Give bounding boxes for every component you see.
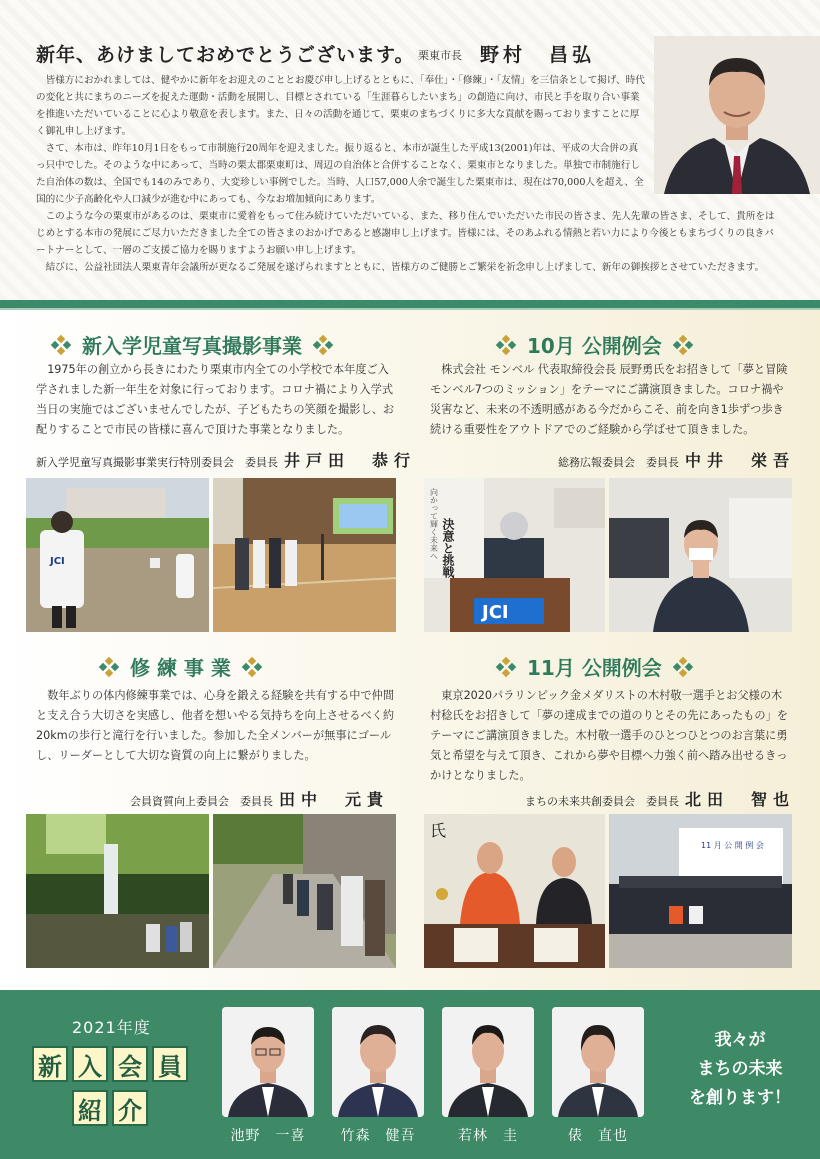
wall-sign-text: 氏 xyxy=(430,821,447,840)
committee-label: 新入学児童写真撮影事業実行特別委員会 委員長 xyxy=(36,456,278,469)
photo-project-signature xyxy=(36,448,416,471)
member-card xyxy=(552,1007,644,1145)
jacket-logo: JCI xyxy=(50,556,65,567)
member-photo xyxy=(442,1007,534,1117)
ornament-icon xyxy=(674,336,692,354)
greeting-paragraph: 皆様方におかれましては、健やかに新年をお迎えのこととお慶び申し上げるとともに、「奉仕」・「修練」・「友情」を三信条として掲げ、時代の変化と共にまちのニーズを捉えた運動・活動を展開し、目標とされている「生涯暮らしたいまち」の創造に向け、市民と手を取り合い事業を推進いただいていることに心より敬意を表します。また、日々の活動を通じて、栗東のまちづくりに多大な貢献を賜っておりますことに厚く御礼申し上げます。 xyxy=(36,75,645,137)
photo-walking xyxy=(213,814,396,968)
heading-char: 新 xyxy=(32,1046,68,1082)
ornament-icon xyxy=(497,336,515,354)
chair-name: 井戸田 恭行 xyxy=(284,451,417,470)
photo-waterfall xyxy=(26,814,209,968)
greeting-paragraph: 結びに、公益社団法人栗東青年会議所が更なるご発展を遂げられますとともに、皆様方のご健勝とご繁栄を祈念申し上げまして、新年の御挨拶とさせていただきます。 xyxy=(45,262,765,273)
banner-subtext: 向かって輝く未来へ xyxy=(429,488,439,560)
training-body: 数年ぶりの体内修練事業では、心身を鍛える経験を共有する中で仲間と支え合う大切さを実感し、他者を想いやる気持ちを向上させるべく約20kmの歩行と滝行を行いました。参加した全メンバーが無事にゴールし、リーダーとして大切な資質の向上に繋がりました。 xyxy=(36,689,395,762)
photo-outdoor-shoot xyxy=(26,478,209,632)
greeting-paragraph: このような今の栗東市があるのは、栗東市に愛着をもって住み続けていただいている、また、移り住んでいただいた市民の皆さま、先人先輩の皆さま、そして、貴所をはじめとする本市の発展にご尽力いただきました全ての皆さまのおかげであると感謝申し上げます。皆様には、そのあふれる情熱と若い力により今後ともまちづくりの良きパートナーとして、一層のご支援ご協力を賜りますようお願い申し上げます。 xyxy=(36,211,775,256)
photo-november-group xyxy=(609,814,792,968)
photo-october-chair xyxy=(609,478,792,632)
photo-november-speakers xyxy=(424,814,605,968)
heading-char: 介 xyxy=(112,1090,148,1126)
committee-label: 会員資質向上委員会 委員長 xyxy=(130,795,273,808)
chair-name: 田中 元貴 xyxy=(279,790,390,809)
mayor-portrait-photo xyxy=(654,36,820,194)
october-signature xyxy=(558,448,795,471)
ornament-icon xyxy=(674,658,692,676)
member-card xyxy=(442,1007,534,1145)
heading-char: 入 xyxy=(72,1046,108,1082)
october-title: 10月 公開例会 xyxy=(527,334,662,358)
training-title-row xyxy=(100,652,261,681)
podium-logo: JCI xyxy=(482,602,509,623)
photo-project-title: 新入学児童写真撮影事業 xyxy=(82,334,302,358)
training-signature xyxy=(130,787,389,810)
heading-char: 会 xyxy=(112,1046,148,1082)
new-year-greeting xyxy=(0,0,820,300)
october-body: 株式会社 モンベル 代表取締役会長 辰野勇氏をお招きして「夢と冒険モンベル7つのミッション」をテーマにご講演頂きました。コロナ禍や災害など、未来の不透明感がある今だからこそ、前を向き1歩ずつ歩き続ける重要性をアウトドアでのご経験から学ばせて頂きました。 xyxy=(430,363,788,436)
committee-label: まちの未来共創委員会 委員長 xyxy=(525,795,679,808)
november-title-row xyxy=(497,652,692,681)
photo-gym-shoot xyxy=(213,478,396,632)
member-photo xyxy=(332,1007,424,1117)
slogan-line: まちの未来 xyxy=(697,1059,783,1079)
ornament-icon xyxy=(314,336,332,354)
member-name: 竹森 健吾 xyxy=(340,1128,416,1144)
heading-char: 紹 xyxy=(72,1090,108,1126)
member-card xyxy=(222,1007,314,1145)
greeting-paragraph: さて、本市は、昨年10月1日をもって市制施行20周年を迎えました。振り返ると、本市が誕生した平成13(2001)年は、平成の大合併の真っ只中でした。そのような中にあって、当時の栗太郡栗東町は、周辺の自治体と合併することなく、栗東市となりました。単独で市制施行した自治体の数は、全国でも14のみであり、大変珍しい事例でした。当時、人口57,000人余で誕生した栗東市は、現在は70,000人を超え、全国的に少子高齢化や人口減少が進む中にあっても、今なお増加傾向にあります。 xyxy=(36,143,644,205)
ornament-icon xyxy=(100,658,118,676)
greeting-body xyxy=(36,72,775,276)
ornament-icon xyxy=(497,658,515,676)
november-signature xyxy=(525,787,795,810)
november-body: 東京2020パラリンピック金メダリストの木村敬一選手とお父様の木村稔氏をお招きして「夢の達成までの道のりとその先にあったもの」をテーマにご講演頂きました。木村敬一選手のひとつひとつのお言葉に勇気と希望を与えて頂き、これから夢や目標へ力強く前へ踏み出せるきっかけとなりました。 xyxy=(430,689,788,782)
committee-label: 総務広報委員会 委員長 xyxy=(558,456,679,469)
slogan-line: を創ります！ xyxy=(689,1088,791,1108)
member-name: 若林 圭 xyxy=(458,1128,518,1144)
section-divider xyxy=(0,300,820,308)
mayor-name: 野村 昌弘 xyxy=(480,44,596,66)
october-title-row xyxy=(497,330,692,359)
heading-char: 員 xyxy=(152,1046,188,1082)
chair-name: 中井 栄吾 xyxy=(685,451,796,470)
new-member-heading-row1 xyxy=(32,1046,188,1082)
ornament-icon xyxy=(243,658,261,676)
ornament-icon xyxy=(52,336,70,354)
photo-project-title-row xyxy=(52,330,332,359)
slogan-line: 我々が xyxy=(714,1030,766,1050)
member-card xyxy=(332,1007,424,1145)
fiscal-year: 2021年度 xyxy=(72,1018,151,1037)
member-name: 池野 一喜 xyxy=(230,1128,306,1144)
greeting-title: 新年、あけましておめでとうございます。 xyxy=(36,44,415,66)
photo-october-speaker xyxy=(424,478,605,632)
member-name: 俵 直也 xyxy=(568,1128,628,1144)
member-photo xyxy=(222,1007,314,1117)
training-title: 修 練 事 業 xyxy=(130,656,231,680)
slogan xyxy=(670,1026,810,1113)
mayor-role: 栗東市長 xyxy=(418,49,462,62)
screen-title: 11 月 公 開 例 会 xyxy=(701,841,764,850)
new-member-heading-row2 xyxy=(72,1090,148,1126)
november-title: 11月 公開例会 xyxy=(527,656,662,680)
member-photo xyxy=(552,1007,644,1117)
photo-project-body: 1975年の創立から長きにわたり栗東市内全ての小学校で本年度ご入学されました新一年生を対象に行っております。コロナ禍により入学式当日の実施ではございませんでしたが、子どもたちの笑顔を撮影し、お配りすることで市民の皆様に喜んで頂けた事業となりました。 xyxy=(36,363,395,436)
banner-text: 決意と挑戦 xyxy=(441,518,455,578)
chair-name: 北田 智也 xyxy=(685,790,796,809)
